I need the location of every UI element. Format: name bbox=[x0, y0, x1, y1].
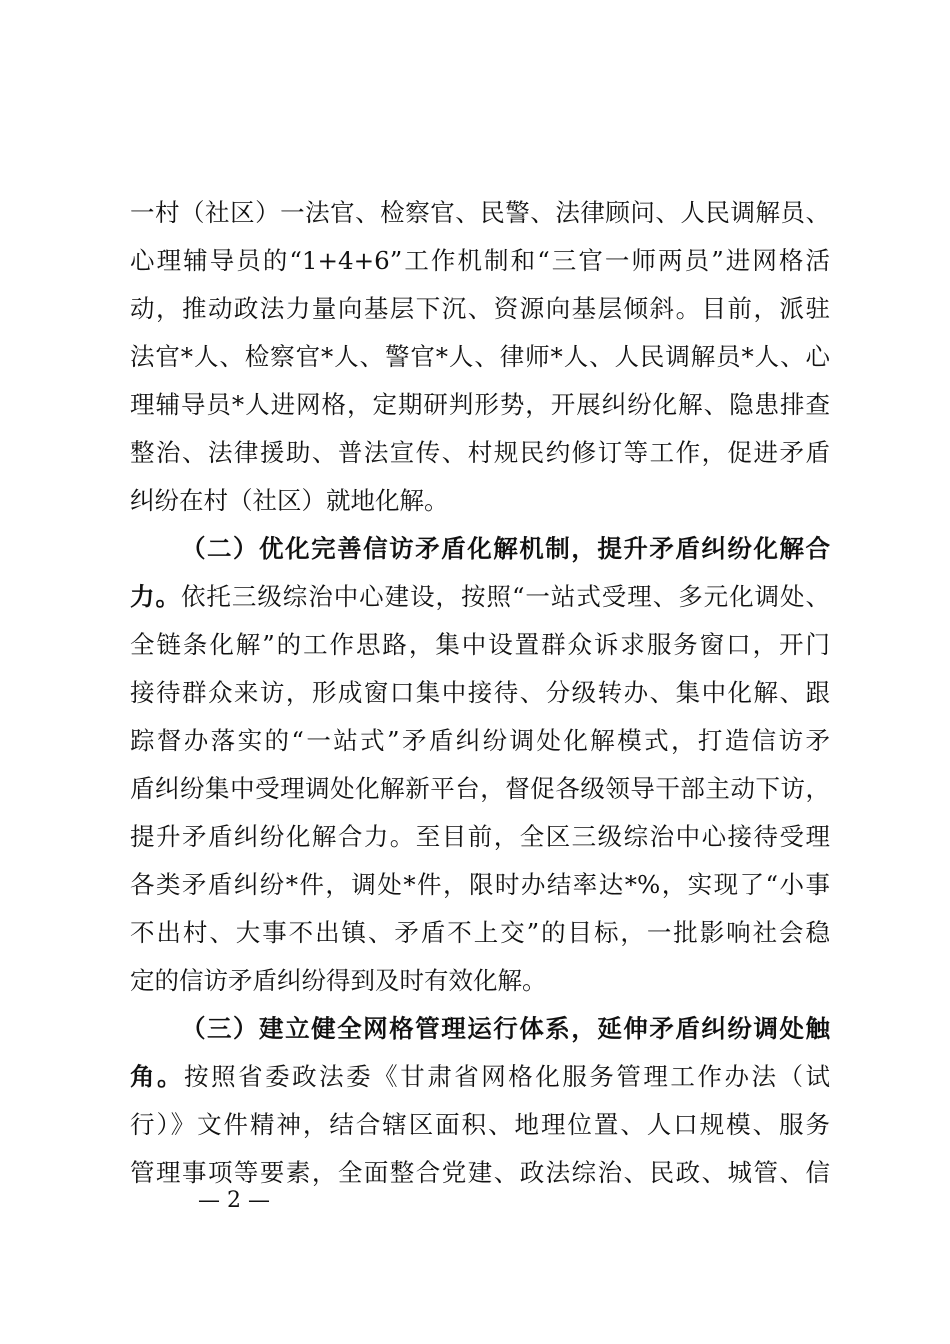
body-line: 接待群众来访，形成窗口集中接待、分级转办、集中化解、跟 bbox=[130, 678, 830, 707]
body-line: 法官*人、检察官*人、警官*人、律师*人、人民调解员*人、心 bbox=[130, 342, 830, 371]
body-line: 纠纷在村（社区）就地化解。 bbox=[130, 486, 449, 515]
body-line: 整治、法律援助、普法宣传、村规民约修订等工作，促进矛盾 bbox=[130, 438, 830, 467]
body-line bbox=[130, 1062, 830, 1092]
body-line: 一村（社区）一法官、检察官、民警、法律顾问、人民调解员、 bbox=[130, 198, 830, 227]
body-text: 依托三级综治中心建设，按照“一站式受理、多元化调处、 bbox=[180, 582, 831, 611]
body-line: 提升矛盾纠纷化解合力。至目前，全区三级综治中心接待受理 bbox=[130, 822, 830, 851]
body-line: 盾纠纷集中受理调处化解新平台，督促各级领导干部主动下访， bbox=[130, 774, 830, 803]
body-line: 全链条化解”的工作思路，集中设置群众诉求服务窗口，开门 bbox=[130, 630, 830, 659]
section-heading: （二）优化完善信访矛盾化解机制，提升矛盾纠纷化解合 bbox=[181, 534, 830, 563]
body-line: 管理事项等要素，全面整合党建、政法综治、民政、城管、信 bbox=[130, 1158, 830, 1187]
body-line: 不出村、大事不出镇、矛盾不上交”的目标，一批影响社会稳 bbox=[130, 918, 830, 947]
body-line: 行）》文件精神，结合辖区面积、地理位置、人口规模、服务 bbox=[130, 1110, 830, 1139]
section-heading-end: 角。 bbox=[130, 1062, 185, 1091]
body-line: 理辅导员*人进网格，定期研判形势，开展纠纷化解、隐患排查 bbox=[130, 390, 830, 419]
body-line: 动，推动政法力量向基层下沉、资源向基层倾斜。目前，派驻 bbox=[130, 294, 830, 323]
body-line: 定的信访矛盾纠纷得到及时有效化解。 bbox=[130, 966, 547, 995]
body-line: 各类矛盾纠纷*件，调处*件，限时办结率达*%，实现了“小事 bbox=[130, 870, 830, 899]
body-line: 心理辅导员的“1+4+6”工作机制和“三官一师两员”进网格活 bbox=[130, 246, 830, 275]
body-text: 按照省委政法委《甘肃省网格化服务管理工作办法（试 bbox=[184, 1062, 831, 1091]
body-line: 踪督办落实的“一站式”矛盾纠纷调处化解模式，打造信访矛 bbox=[130, 726, 830, 755]
section-heading-end: 力。 bbox=[130, 582, 181, 611]
page-number: — 2 — bbox=[198, 1188, 270, 1213]
section-heading: （三）建立健全网格管理运行体系，延伸矛盾纠纷调处触 bbox=[181, 1014, 830, 1043]
body-line bbox=[130, 582, 830, 612]
